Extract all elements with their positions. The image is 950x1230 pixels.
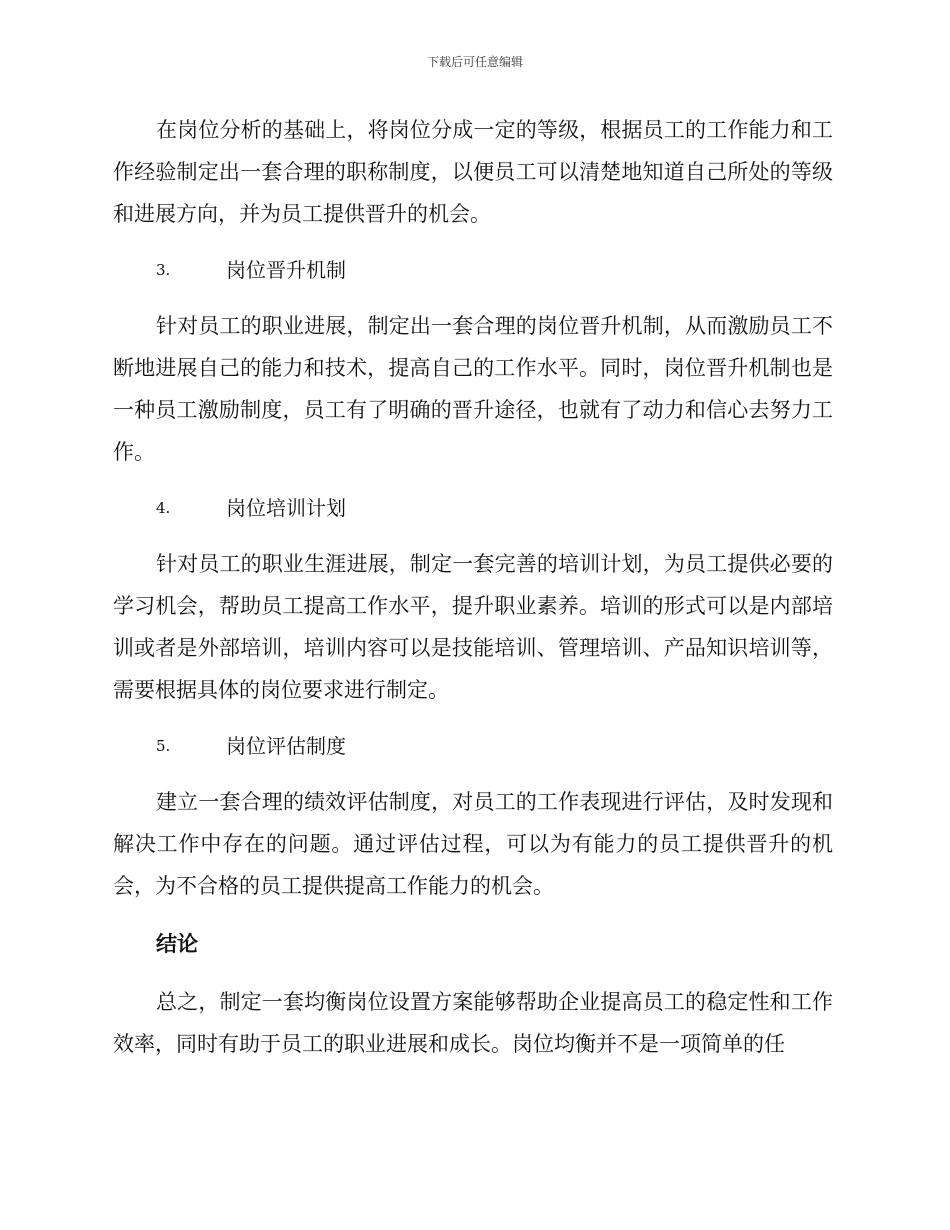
paragraph-training: 针对员工的职业生涯进展，制定一套完善的培训计划，为员工提供必要的学习机会，帮助员工提高工作水平，提升职业素养。培训的形式可以是内部培训或者是外部培训，培训内容可以是技能培训、管理培训、产品知识培训等，需要根据具体的岗位要求进行制定。 (113, 552, 833, 702)
page-header: 下载后可任意编辑 (426, 55, 523, 69)
section-number: 5. (156, 737, 171, 755)
section-heading-evaluation (113, 725, 833, 767)
section-heading-promotion (113, 249, 833, 291)
paragraph-evaluation: 建立一套合理的绩效评估制度，对员工的工作表现进行评估，及时发现和解决工作中存在的问题。通过评估过程，可以为有能力的员工提供晋升的机会，为不合格的员工提供提高工作能力的机会。 (113, 790, 833, 898)
section-title: 岗位晋升机制 (226, 258, 346, 282)
conclusion-heading: 结论 (156, 932, 198, 956)
section-title: 岗位评估制度 (226, 734, 346, 758)
section-number: 3. (156, 261, 171, 279)
document-body (113, 109, 833, 1065)
paragraph-conclusion: 总之，制定一套均衡岗位设置方案能够帮助企业提高员工的稳定性和工作效率，同时有助于员工的职业进展和成长。岗位均衡并不是一项简单的任 (113, 990, 833, 1056)
paragraph-job-grading: 在岗位分析的基础上，将岗位分成一定的等级，根据员工的工作能力和工作经验制定出一套合理的职称制度，以便员工可以清楚地知道自己所处的等级和进展方向，并为员工提供晋升的机会。 (113, 118, 833, 226)
section-heading-training (113, 487, 833, 529)
section-title: 岗位培训计划 (226, 496, 346, 520)
paragraph-promotion: 针对员工的职业进展，制定出一套合理的岗位晋升机制，从而激励员工不断地进展自己的能力和技术，提高自己的工作水平。同时，岗位晋升机制也是一种员工激励制度，员工有了明确的晋升途径，也就有了动力和信心去努力工作。 (113, 314, 833, 464)
section-number: 4. (156, 499, 171, 517)
